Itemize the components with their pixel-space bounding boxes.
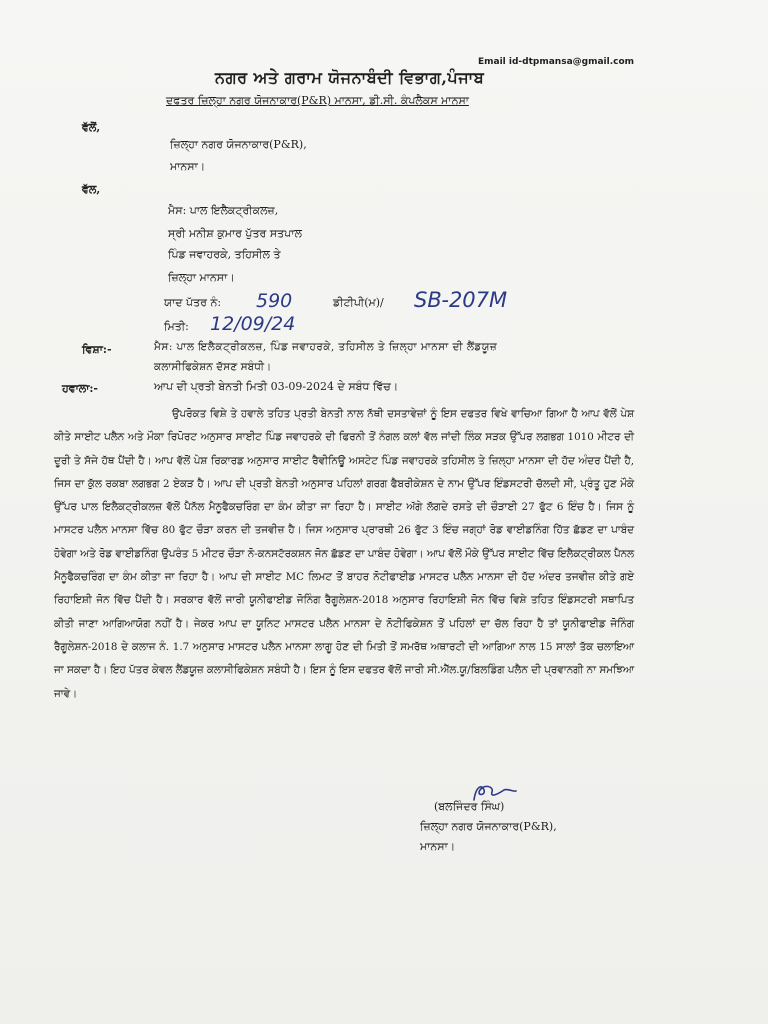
subject-line-2: ਕਲਾਸੀਫਿਕੇਸ਼ਨ ਦੱਸਣ ਸਬੰਧੀ। [154, 361, 272, 373]
dtp-label: ਡੀਟੀਪੀ(ਮ)/ [333, 296, 384, 309]
to-line-4: ਜ਼ਿਲ੍ਹਾ ਮਾਨਸਾ। [168, 271, 235, 284]
to-label: ਵੱਲ, [82, 183, 101, 196]
from-line-1: ਜ਼ਿਲ੍ਹਾ ਨਗਰ ਯੋਜਨਾਕਾਰ(P&R), [170, 138, 307, 151]
signatory-name: (ਬਲਜਿੰਦਰ ਸਿੰਘ) [434, 800, 505, 813]
office-address: ਦਫਤਰ ਜ਼ਿਲ੍ਹਾ ਨਗਰ ਯੋਜਨਾਕਾਰ(P&R) ਮਾਨਸਾ, ਡੀ.ਸੀ. ਕੰਪਲੈਕਸ ਮਾਨਸਾ [166, 94, 469, 107]
letter-body: ਉਪਰੋਕਤ ਵਿਸ਼ੇ ਤੇ ਹਵਾਲੇ ਤਹਿਤ ਪ੍ਰਤੀ ਬੇਨਤੀ ਨਾਲ ਨੱਥੀ ਦਸਤਾਵੇਜ਼ਾਂ ਨੂੰ ਇਸ ਦਫਤਰ ਵਿਖੇ ਵਾਚਿਆ ਗਿਆ ਹੈ ਆਪ ਵੱਲੋਂ ਪੇਸ਼ ਕੀਤੇ ਸਾਈਟ ਪਲੈਨ ਅਤੇ ਮੌਕਾ ਰਿਪੋਰਟ ਅਨੁਸਾਰ ਸਾਈਟ ਪਿੰਡ ਜਵਾਹਰਕੇ ਦੀ ਫਿਰਨੀ ਤੋਂ ਨੰਗਲ ਕਲਾਂ ਵੱਲ ਜਾਂਦੀ ਲਿੰਕ ਸੜਕ ਉੱਪਰ ਲਗਭਗ 1010 ਮੀਟਰ ਦੀ ਦੂਰੀ ਤੇ ਸੱਜੇ ਹੱਥ ਪੈਂਦੀ ਹੈ। ਆਪ ਵੱਲੋਂ ਪੇਸ਼ ਰਿਕਾਰਡ ਅਨੁਸਾਰ ਸਾਈਟ ਰੈਵੀਨਿਊ ਅਸਟੇਟ ਪਿੰਡ ਜਵਾਹਰਕੇ ਤਹਿਸੀਲ ਤੇ ਜ਼ਿਲ੍ਹਾ ਮਾਨਸਾ ਦੀ ਹੱਦ ਅੰਦਰ ਪੈਂਦੀ ਹੈ, ਜਿਸ ਦਾ ਕੁੱਲ ਰਕਬਾ ਲਗਭਗ 2 ਏਕੜ ਹੈ। ਆਪ ਦੀ ਪ੍ਰਤੀ ਬੇਨਤੀ ਅਨੁਸਾਰ ਪਹਿਲਾਂ ਗਰਗ ਫੈਬਰੀਕੇਸ਼ਨ ਦੇ ਨਾਮ ਉੱਪਰ ਇੰਡਸਟਰੀ ਚੱਲਦੀ ਸੀ, ਪ੍ਰੰਤੂ ਹੁਣ ਮੌਕੇ ਉੱਪਰ ਪਾਲ ਇਲੈਕਟ੍ਰੀਕਲਜ਼ ਵੱਲੋਂ ਪੈਨੱਲ ਮੈਨੂਫੈਕਚਰਿੰਗ ਦਾ ਕੰਮ ਕੀਤਾ ਜਾ ਰਿਹਾ ਹੈ। ਸਾਈਟ ਅੱਗੇ ਲੱਗਦੇ ਰਸਤੇ ਦੀ ਚੌੜਾਈ 27 ਫੁੱਟ 6 ਇੰਚ ਹੈ। ਜਿਸ ਨੂੰ ਮਾਸਟਰ ਪਲੈਨ ਮਾਨਸਾ ਵਿੱਚ 80 ਫੁੱਟ ਚੌੜਾ ਕਰਨ ਦੀ ਤਜਵੀਜ਼ ਹੈ। ਜਿਸ ਅਨੁਸਾਰ ਪ੍ਰਾਰਥੀ 26 ਫੁੱਟ 3 ਇੰਚ ਜਗ੍ਹਾਂ ਰੋਡ ਵਾਈਡਨਿੰਗ ਹਿੱਤ ਛੱਡਣ ਦਾ ਪਾਬੰਦ ਹੋਵੇਗਾ ਅਤੇ ਰੋਡ ਵਾਈਡਨਿੰਗ ਉਪਰੰਤ 5 ਮੀਟਰ ਚੌੜਾ ਨੋ-ਕਨਸਟੱਰਕਸ਼ਨ ਜੋਨ ਛੱਡਣ ਦਾ ਪਾਬੰਦ ਹੋਵੇਗਾ। ਆਪ ਵੱਲੋਂ ਮੌਕੇ ਉੱਪਰ ਸਾਈਟ ਵਿੱਚ ਇਲੈਕਟ੍ਰੀਕਲ ਪੈਨਲ ਮੈਨੂਫੈਕਚਰਿੰਗ ਦਾ ਕੰਮ ਕੀਤਾ ਜਾ ਰਿਹਾ ਹੈ। ਆਪ ਦੀ ਸਾਈਟ MC ਲਿਮਟ ਤੋਂ ਬਾਹਰ ਨੋਟੀਫਾਈਡ ਮਾਸਟਰ ਪਲੈਨ ਮਾਨਸਾ ਦੀ ਹੱਦ ਅੰਦਰ ਤਜਵੀਜ਼ ਕੀਤੇ ਗਏ ਰਿਹਾਇਸ਼ੀ ਜੋਨ ਵਿੱਚ ਪੈਂਦੀ ਹੈ। ਸਰਕਾਰ ਵੱਲੋਂ ਜਾਰੀ ਯੂਨੀਫਾਈਡ ਜੋਨਿੰਗ ਰੈਗੂਲੇਸ਼ਨ-2018 ਅਨੁਸਾਰ ਰਿਹਾਇਸ਼ੀ ਜੋਨ ਵਿੱਚ ਵਿਸ਼ੇ ਤਹਿਤ ਇੰਡਸਟਰੀ ਸਥਾਪਿਤ ਕੀਤੀ ਜਾਣਾ ਆਗਿਆਯੋਗ ਨਹੀਂ ਹੈ। ਜੇਕਰ ਆਪ ਦਾ ਯੂਨਿਟ ਮਾਸਟਰ ਪਲੈਨ ਮਾਨਸਾ ਦੇ ਨੋਟੀਫਿਕੇਸ਼ਨ ਤੋਂ ਪਹਿਲਾਂ ਦਾ ਚੱਲ ਰਿਹਾ ਹੈ ਤਾਂ ਯੂਨੀਫਾਈਡ ਜੋਨਿੰਗ ਰੈਗੂਲੇਸ਼ਨ-2018 ਦੇ ਕਲਾਜ ਨੰ. 1.7 ਅਨੁਸਾਰ ਮਾਸਟਰ ਪਲੈਨ ਮਾਨਸਾ ਲਾਗੂ ਹੋਣ ਦੀ ਮਿਤੀ ਤੋਂ ਸਮਰੱਥ ਅਥਾਰਟੀ ਦੀ ਆਗਿਆ ਨਾਲ 15 ਸਾਲਾਂ ਤੱਕ ਚਲਾਇਆ ਜਾ ਸਕਦਾ ਹੈ। ਇਹ ਪੱਤਰ ਕੇਵਲ ਲੈਂਡਯੂਜ਼ ਕਲਾਸੀਫਿਕੇਸ਼ਨ ਸਬੰਧੀ ਹੈ। ਇਸ ਨੂੰ ਇਸ ਦਫਤਰ ਵੱਲੋਂ ਜਾਰੀ ਸੀ.ਐੱਲ.ਯੂ/ਬਿਲਡਿੰਗ ਪਲੈਨ ਦੀ ਪ੍ਰਵਾਨਗੀ ਨਾ ਸਮਝਿਆ ਜਾਵੇ। [54, 408, 634, 700]
from-line-2: ਮਾਨਸਾ। [170, 160, 206, 173]
reference-text: ਆਪ ਦੀ ਪ੍ਰਤੀ ਬੇਨਤੀ ਮਿਤੀ 03-09-2024 ਦੇ ਸਬੰਧ ਵਿੱਚ। [154, 380, 399, 393]
date-label: ਮਿਤੀ: [164, 320, 189, 333]
memo-number-handwritten: 590 [256, 290, 293, 312]
department-heading: ਨਗਰ ਅਤੇ ਗਰਾਮ ਯੋਜਨਾਬੰਦੀ ਵਿਭਾਗ,ਪੰਜਾਬ [215, 68, 485, 87]
memo-number-label: ਯਾਦ ਪੱਤਰ ਨੰ: [164, 296, 222, 309]
subject-label: ਵਿਸ਼ਾ:- [82, 343, 112, 356]
subject-line-1: ਮੈਸ: ਪਾਲ ਇਲੈਕਟ੍ਰੀਕਲਜ਼, ਪਿੰਡ ਜਵਾਹਰਕੇ, ਤਹਿਸੀਲ ਤੇ ਜ਼ਿਲ੍ਹਾ ਮਾਨਸਾ ਦੀ ਲੈਂਡਯੂਜ਼ [154, 341, 498, 353]
to-line-3: ਪਿੰਡ ਜਵਾਹਰਕੇ, ਤਹਿਸੀਲ ਤੇ [168, 248, 281, 261]
reference-label: ਹਵਾਲਾ:- [62, 382, 98, 395]
to-line-2: ਸ੍ਰੀ ਮਨੀਸ਼ ਕੁਮਾਰ ਪੁੱਤਰ ਸਤਪਾਲ [168, 227, 302, 240]
office-email: Email id-dtpmansa@gmail.com [478, 57, 635, 67]
signatory-designation: ਜ਼ਿਲ੍ਹਾ ਨਗਰ ਯੋਜਨਾਕਾਰ(P&R), [420, 820, 557, 833]
from-label: ਵੱਲੋਂ, [82, 121, 101, 134]
to-line-1: ਮੈਸ: ਪਾਲ ਇਲੈਕਟ੍ਰੀਕਲਜ਼, [168, 204, 279, 217]
dtp-code-handwritten: SB-207M [414, 288, 508, 312]
date-handwritten: 12/09/24 [210, 313, 296, 335]
signatory-place: ਮਾਨਸਾ। [420, 840, 456, 853]
